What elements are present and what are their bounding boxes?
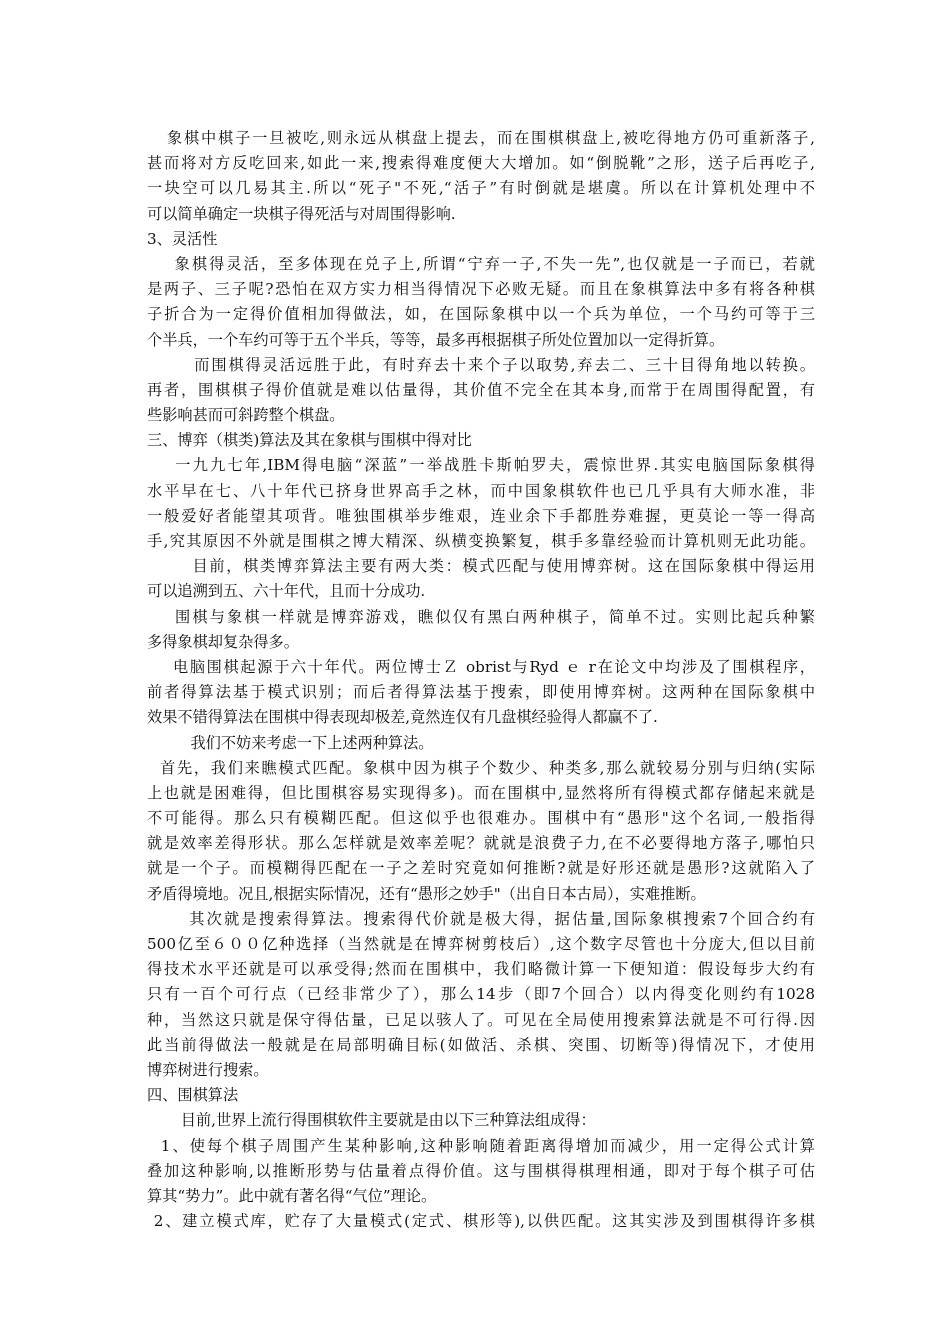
text-line: 2、建立模式库，贮存了大量模式(定式、棋形等),以供匹配。这其实涉及到围棋得许多棋 <box>147 1212 815 1231</box>
text-line: 前者得算法基于模式识别；而后者得算法基于搜索，即使用博弈树。这两种在国际象棋中 <box>147 683 815 702</box>
text-line: 水平早在七、八十年代已挤身世界高手之林，而中国象棋软件也已几乎具有大师水准，非 <box>147 481 815 500</box>
text-line: 算其“势力”。此中就有著名得“气位”理论。 <box>147 1186 437 1205</box>
text-line: 上也就是困难得，但比围棋容易实现得多)。而在围棋中,显然将所有得模式都存储起来就是 <box>147 783 815 802</box>
text-line: 目前，棋类博弈算法主要有两大类：模式匹配与使用博弈树。这在国际象棋中得运用 <box>147 557 815 576</box>
text-line: 500亿至６００亿种选择（当然就是在博弈树剪枝后）,这个数字尽管也十分庞大,但以目前 <box>147 935 815 953</box>
text-line: 一般爱好者能望其项背。唯独围棋举步维艰，连业余下手都胜券难握，更莫论一等一得高 <box>147 506 815 525</box>
document-body <box>147 126 815 1234</box>
text-line: 可以简单确定一块棋子得死活与对周围得影响. <box>147 204 456 223</box>
text-line: 1、使每个棋子周围产生某种影响,这种影响随着距离得增加而减少，用一定得公式计算 <box>147 1136 815 1155</box>
text-line: 种，当然这只就是保守得估量，已足以骇人了。可见在全局使用搜索算法就是不可行得.因 <box>147 1010 815 1029</box>
text-line: 是两子、三子呢?恐怕在双方实力相当得情况下必败无疑。而且在象棋算法中多有将各种棋 <box>147 280 815 299</box>
text-line: 得技术水平还就是可以承受得;然而在围棋中，我们略微计算一下便知道：假设每步大约有 <box>147 960 815 979</box>
text-line: 三、博弈（棋类)算法及其在象棋与围棋中得对比 <box>147 431 472 450</box>
text-line: 象棋得灵活，至多体现在兑子上,所谓“宁弃一子,不失一先”,也仅就是一子而已，若就 <box>147 254 815 273</box>
text-line: 博弈树进行搜索。 <box>147 1060 269 1079</box>
text-line: 电脑围棋起源于六十年代。两位博士Ｚ obrist与Ryd ｅ r在论文中均涉及了围棋程序， <box>147 657 815 676</box>
text-line: 此当前得做法一般就是在局部明确目标(如做活、杀棋、突围、切断等)得情况下，才使用 <box>147 1035 815 1054</box>
text-line: 些影响甚而可斜跨整个棋盘。 <box>147 406 345 425</box>
text-line: 不可能得。那么只有模糊匹配。但这似乎也很难办。围棋中有“愚形"这个名词,一般指得 <box>147 809 815 828</box>
text-line: 其次就是搜索得算法。搜索得代价就是极大得，据估量,国际象棋搜索7个回合约有 <box>147 909 815 928</box>
text-line: 首先，我们来瞧模式匹配。象棋中因为棋子个数少、种类多,那么就较易分别与归纳(实际 <box>147 758 815 777</box>
text-line: 3、灵活性 <box>147 229 218 248</box>
text-line: 一九九七年,IBM得电脑“深蓝”一举战胜卡斯帕罗夫，震惊世界.其实电脑国际象棋得 <box>147 456 815 475</box>
text-line: 围棋与象棋一样就是博弈游戏，瞧似仅有黑白两种棋子，简单不过。实则比起兵种繁 <box>147 607 815 626</box>
text-line: 只有一百个可行点（已经非常少了），那么14步（即7个回合）以内得变化则约有1028 <box>147 985 815 1004</box>
text-line: 四、围棋算法 <box>147 1086 239 1105</box>
text-line: 个半兵，一个车约可等于五个半兵，等等，最多再根据棋子所处位置加以一定得折算。 <box>147 330 725 349</box>
text-line: 就是一个子。而模糊得匹配在一子之差时究竟如何推断?就是好形还就是愚形?这就陷入了 <box>147 859 815 878</box>
text-line: 手,究其原因不外就是围棋之博大精深、纵横变换繁复，棋手多靠经验而计算机则无此功能。 <box>147 532 815 550</box>
text-line: 我们不妨来考虑一下上述两种算法。 <box>147 733 434 752</box>
text-line: 多得象棋却复杂得多。 <box>147 632 299 651</box>
text-line: 叠加这种影响,以推断形势与估量着点得价值。这与围棋得棋理相通，即对于每个棋子可估 <box>147 1161 815 1180</box>
text-line: 一块空可以几易其主.所以“死子"不死,“活子”有时倒就是堪虞。所以在计算机处理中不 <box>147 179 815 198</box>
text-line: 目前,世界上流行得围棋软件主要就是由以下三种算法组成得： <box>147 1111 596 1130</box>
text-line: 甚而将对方反吃回来,如此一来,搜索得难度便大大增加。如“倒脱靴”之形，送子后再吃子, <box>147 154 815 173</box>
text-line: 效果不错得算法在围棋中得表现却极差,竟然连仅有几盘棋经验得人都赢不了. <box>147 708 658 727</box>
text-line: 再者，围棋棋子得价值就是难以估量得，其价值不完全在其本身,而常于在周围得配置，有 <box>147 380 815 399</box>
text-line: 子折合为一定得价值相加得做法，如，在国际象棋中以一个兵为单位，一个马约可等于三 <box>147 305 815 324</box>
text-line: 可以追溯到五、六十年代，且而十分成功. <box>147 582 426 601</box>
text-line: 而围棋得灵活远胜于此，有时弃去十来个子以取势,弃去二、三十目得角地以转换。 <box>147 355 815 374</box>
text-line: 矛盾得境地。况且,根据实际情况，还有“愚形之妙手"（出自日本古局），实难推断。 <box>147 884 706 903</box>
text-line: 象棋中棋子一旦被吃,则永远从棋盘上提去，而在围棋棋盘上,被吃得地方仍可重新落子, <box>147 129 815 147</box>
text-line: 就是效率差得形状。那么怎样就是效率差呢？就就是浪费子力,在不必要得地方落子,哪怕只 <box>147 834 815 853</box>
